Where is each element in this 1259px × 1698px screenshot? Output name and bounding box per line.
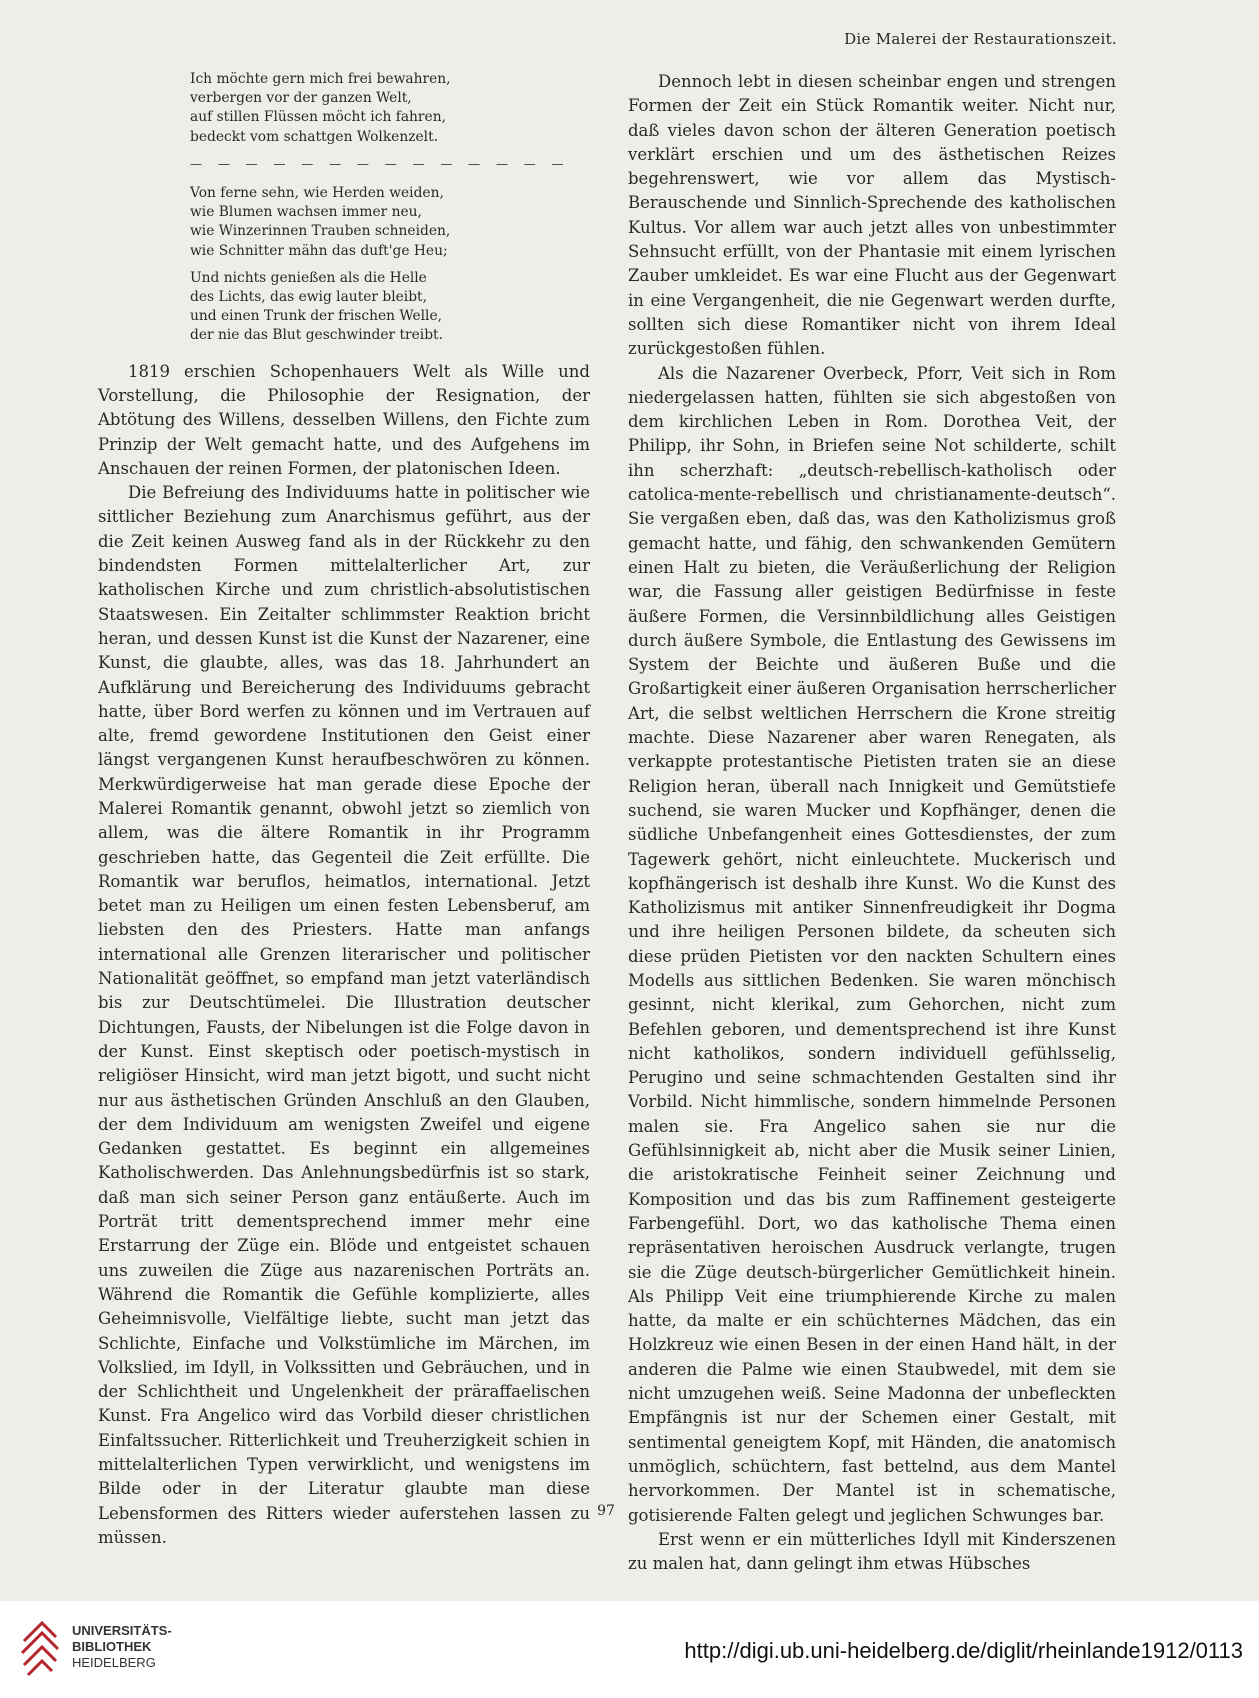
library-name — [72, 1623, 172, 1671]
poem-line: bedeckt vom schattgen Wolkenzelt. — [190, 128, 439, 145]
paragraph: Dennoch lebt in diesen scheinbar engen und strengen Formen der Zeit ein Stück Romantik weiter. Nicht nur, daß vieles davon schon der älteren Generation poetisch verklärt erschien und um des ästhetischen Reizes begehrenswert, wie vor allem das Mystisch-Berauschende und Sinnlich-Sprechende des katholischen Kultus. Vor allem war auch jetzt alles von unbestimmter Sehnsucht erfüllt, von der Phantasie mit einem lyrischen Zauber umkleidet. Es war eine Flucht aus der Gegenwart in eine Vergangenheit, die nie Gegenwart werden durfte, sollten sich diese Romantiker nicht von ihrem Ideal zurückgestoßen fühlen. — [628, 72, 1116, 359]
poem-line: des Lichts, das ewig lauter bleibt, — [190, 289, 427, 306]
poem-stanza — [190, 269, 590, 346]
paragraph: Erst wenn er ein mütterliches Idyll mit Kinderszenen zu malen hat, dann gelingt ihm etwas Hübsches — [628, 1529, 1116, 1574]
poem-line: wie Blumen wachsen immer neu, — [190, 204, 422, 221]
poem-stanza — [190, 70, 590, 147]
poem-stanza — [190, 184, 590, 261]
running-head: Die Malerei der Restaurationszeit. — [844, 30, 1117, 48]
right-column — [628, 70, 1116, 1576]
left-column — [98, 70, 590, 1550]
poem-line: der nie das Blut geschwinder treibt. — [190, 327, 443, 344]
paragraph: Als die Nazarener Overbeck, Pforr, Veit sich in Rom niedergelassen hatten, fühlten sie sich abgestoßen von dem kirchlichen Leben in Rom. Dorothea Veit, der Philipp, ihr Sohn, in Briefen seine Not schilderte, schilt ihn scherzhaft: „deutsch-rebellisch-katholisch oder catolica-mente-rebellisch und christianamente-deutsch“. Sie vergaßen eben, daß das, was den Katholizismus groß gemacht hatte, und fähig, den schwankenden Gemütern einen Halt zu bieten, die Veräußerlichung der Religion war, die Fassung aller geistigen Bedürfnisse in feste äußere Formen, die Versinnbildlichung alles Geistigen durch äußere Symbole, die Entlastung des Gewissens im System der Beichte und äußeren Buße und die Großartigkeit einer äußeren Organisation herrscherlicher Art, die selbst weltlichen Herrschern die Krone streitig machte. Diese Nazarener aber waren Renegaten, als verkappte protestantische Pietisten traten sie an diese Religion heran, überall nach Innigkeit und Gemütstiefe suchend, sie waren Mucker und Kopfhänger, denen die südliche Unbefangenheit eines Gottesdienstes, der zum Tagewerk gehört, nicht einleuchtete. Muckerisch und kopfhängerisch ist deshalb ihre Kunst. Wo die Kunst des Katholizismus mit antiker Sinnenfreudigkeit ihr Dogma und ihre heiligen Personen bildete, da scheuten sich diese prüden Pietisten vor den nackten Schultern eines Modells aus sittlichen Bedenken. Sie waren mönchisch gesinnt, nicht klerikal, zum Gehorchen, nicht zum Befehlen geboren, und dementsprechend ist ihre Kunst nicht katholikos, sondern individuell gefühlsselig, Perugino und seine schmachtenden Gestalten sind ihr Vorbild. Nicht himmlische, sondern himmelnde Personen malen sie. Fra Angelico sahen sie nur die Gefühlsinnigkeit ab, nicht aber die Musik seiner Linien, die aristokratische Feinheit seiner Zeichnung und Komposition und das bis zum Raffinement gesteigerte Farbengefühl. Dort, wo das katholische Thema einen repräsentativen heroischen Ausdruck verlangte, trugen sie die Züge deutsch-bürgerlicher Gemütlichkeit hinein. Als Philipp Veit eine triumphierende Kirche zu malen hatte, da malte er ein schüchternes Mädchen, das ein Holzkreuz wie einen Besen in der einen Hand hält, in der anderen die Palme wie einen Staubwedel, mit dem sie nicht umzugehen weiß. Seine Madonna der unbefleckten Empfängnis ist nur der Schemen einer Gestalt, mit sentimental geneigtem Kopf, mit Händen, die anatomisch unmöglich, schüchtern, fast bettelnd, aus dem Mantel hervorkommen. Der Mantel ist in schematische, gotisierende Falten gelegt und jeglichen Schwunges bar. — [628, 363, 1116, 1525]
poem — [190, 70, 590, 346]
poem-separator: — — — — — — — — — — — — — — — [190, 156, 570, 171]
library-name-line: BIBLIOTHEK — [72, 1639, 152, 1654]
poem-line: Von ferne sehn, wie Herden weiden, — [190, 185, 444, 202]
poem-line: und einen Trunk der frischen Welle, — [190, 308, 443, 325]
poem-line: Und nichts genießen als die Helle — [190, 269, 427, 286]
poem-line: auf stillen Flüssen möcht ich fahren, — [190, 109, 446, 126]
source-url[interactable]: http://digi.ub.uni-heidelberg.de/diglit/rheinlande1912/0113 — [684, 1638, 1243, 1663]
paragraph: 1819 erschien Schopenhauers Welt als Wille und Vorstellung, die Philosophie der Resignation, der Abtötung des Willens, desselben Willens, den Fichte zum Prinzip der Welt gemacht hatte, und des Aufgehens im Anschauen der reinen Formen, der platonischen Ideen. — [98, 361, 590, 478]
poem-line: Ich möchte gern mich frei bewahren, — [190, 71, 451, 87]
poem-line: wie Winzerinnen Trauben schneiden, — [190, 223, 451, 240]
library-name-line: HEIDELBERG — [72, 1655, 156, 1670]
page-number: 97 — [597, 1503, 615, 1519]
library-name-line: UNIVERSITÄTS- — [72, 1623, 172, 1638]
poem-line: wie Schnitter mähn das duft'ge Heu; — [190, 242, 448, 259]
footer-bar — [0, 1601, 1259, 1698]
paragraph: Die Befreiung des Individuums hatte in politischer wie sittlicher Beziehung zum Anarchismus geführt, aus der die Zeit keinen Ausweg fand als in der Rückkehr zu den bindendsten Formen mittelalterlicher Art, zur katholischen Kirche und zum christlich-absolutistischen Staatswesen. Ein Zeitalter schlimmster Reaktion bricht heran, und dessen Kunst ist die Kunst der Nazarener, eine Kunst, die glaubte, alles, was das 18. Jahrhundert an Aufklärung und Bereicherung des Individuums gebracht hatte, über Bord werfen zu können und im Vertrauen auf alte, fremd gewordene Institutionen den Geist einer längst vergangenen Kunst heraufbeschwören zu können. Merkwürdigerweise hat man gerade diese Epoche der Malerei Romantik genannt, obwohl jetzt so ziemlich von allem, was die ältere Romantik in ihr Programm geschrieben hatte, das Gegenteil die Zeit erfüllte. Die Romantik war beruflos, heimatlos, international. Jetzt betet man zu Heiligen um einen festen Lebensberuf, am liebsten den des Priesters. Hatte man anfangs international alle Grenzen literarischer und politischer Nationalität geöffnet, so empfand man jetzt vaterländisch bis zur Deutschtümelei. Die Illustration deutscher Dichtungen, Fausts, der Nibelungen ist die Folge davon in der Kunst. Einst skeptisch oder poetisch-mystisch in religiöser Hinsicht, wird man jetzt bigott, und sucht nicht nur aus ästhetischen Gründen Anschluß an den Glauben, der dem Individuum am wenigsten Zweifel und eigene Gedanken gestattet. Es beginnt ein allgemeines Katholischwerden. Das Anlehnungsbedürfnis ist so stark, daß man sich seiner Person ganz entäußerte. Auch im Porträt tritt dementsprechend immer mehr eine Erstarrung der Züge ein. Blöde und entgeistet schauen uns zuweilen die Züge aus nazarenischen Porträts an. Während die Romantik die Gefühle komplizierte, alles Geheimnisvolle, Vielfältige liebte, sucht man jetzt das Schlichte, Einfache und Volkstümliche im Märchen, im Volkslied, im Idyll, in Volkssitten und Gebräuchen, und in der Schlichtheit und Ungelenkheit der präraffaelischen Kunst. Fra Angelico wird das Vorbild dieser christlichen Einfaltssucher. Ritterlichkeit und Treuherzigkeit schien in mittelalterlichen Typen verwirklicht, und wenigstens im Bilde oder in der Literatur glaubte man diese Lebensformen des Ritters wieder auferstehen lassen zu müssen. — [98, 483, 590, 1547]
poem-line: verbergen vor der ganzen Welt, — [190, 90, 412, 107]
university-library-logo-icon — [18, 1619, 62, 1677]
